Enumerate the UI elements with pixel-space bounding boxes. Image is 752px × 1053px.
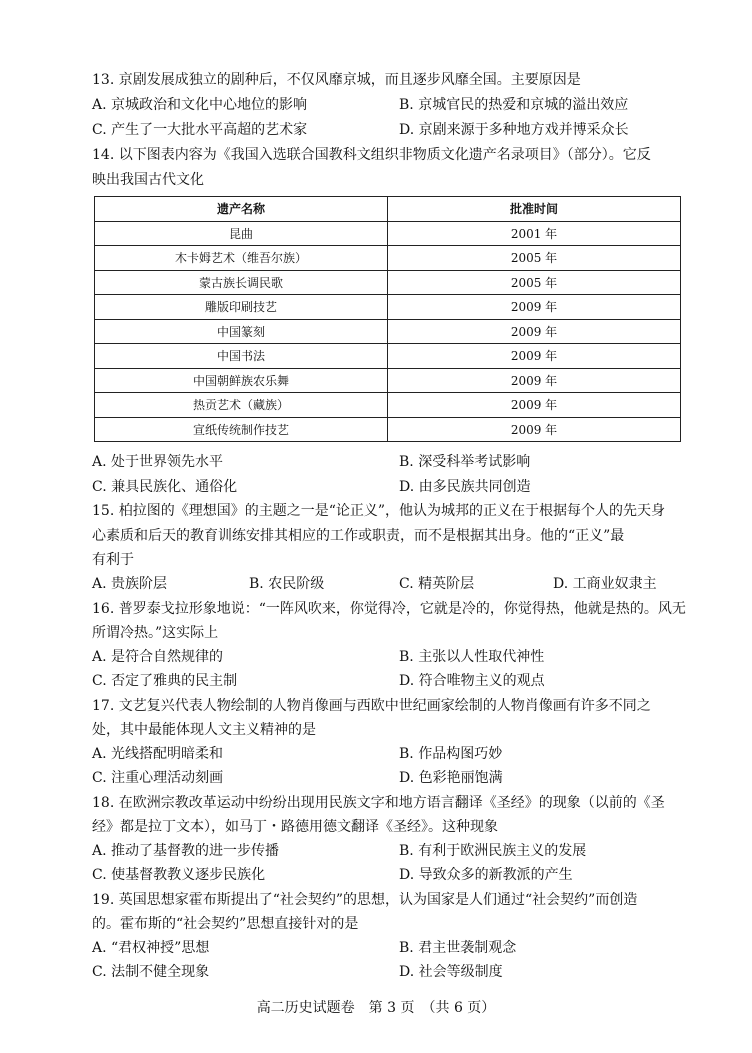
question-17-stem-line1: 17. 文艺复兴代表人物绘制的人物肖像画与西欧中世纪画家绘制的人物肖像画有许多不同之 xyxy=(92,698,651,714)
table-row xyxy=(95,417,681,442)
question-19-stem-line1: 19. 英国思想家霍布斯提出了“社会契约”的思想，认为国家是人们通过“社会契约”而创造 xyxy=(92,892,638,908)
question-15-stem-line2: 心素质和后天的教育训练安排其相应的工作或职责，而不是根据其出身。他的“正义”最 xyxy=(92,528,625,544)
column-header-name: 遗产名称 xyxy=(95,197,388,222)
q14-option-a: A. 处于世界领先水平 xyxy=(92,454,224,470)
question-14-stem-line1: 14. 以下图表内容为《我国入选联合国教科文组织非物质文化遗产名录项目》（部分）。它反 xyxy=(92,147,651,163)
heritage-name-cell: 宣纸传统制作技艺 xyxy=(95,417,388,442)
q15-option-b: B. 农民阶级 xyxy=(249,576,325,592)
table-row xyxy=(95,246,681,271)
q17-option-b: B. 作品构图巧妙 xyxy=(399,746,503,762)
table-row xyxy=(95,344,681,369)
approval-date-cell: 2009 年 xyxy=(388,393,681,418)
table-row xyxy=(95,393,681,418)
page-footer: 高二历史试题卷 第 3 页 （共 6 页） xyxy=(256,1000,496,1016)
approval-date-cell: 2005 年 xyxy=(388,246,681,271)
q13-option-c: C. 产生了一大批水平高超的艺术家 xyxy=(92,122,308,138)
q14-option-c: C. 兼具民族化、通俗化 xyxy=(92,479,238,495)
approval-date-cell: 2009 年 xyxy=(388,319,681,344)
q18-option-c: C. 使基督教教义逐步民族化 xyxy=(92,867,266,883)
question-17-stem-line2: 处，其中最能体现人文主义精神的是 xyxy=(92,722,316,738)
q13-option-a: A. 京城政治和文化中心地位的影响 xyxy=(92,97,308,113)
table-row xyxy=(95,221,681,246)
q17-option-c: C. 注重心理活动刻画 xyxy=(92,770,224,786)
question-16-stem-line1: 16. 普罗泰戈拉形象地说：“一阵风吹来，你觉得冷，它就是冷的，你觉得热，他就是热的。风无 xyxy=(92,601,686,617)
q19-option-d: D. 社会等级制度 xyxy=(399,964,503,980)
q17-option-d: D. 色彩艳丽饱满 xyxy=(399,770,503,786)
table-row xyxy=(95,319,681,344)
q18-option-d: D. 导致众多的新教派的产生 xyxy=(399,867,573,883)
q19-option-b: B. 君主世袭制观念 xyxy=(399,940,517,956)
question-16-stem-line2: 所谓冷热。”这实际上 xyxy=(92,625,219,641)
column-header-date: 批准时间 xyxy=(388,197,681,222)
heritage-table xyxy=(94,196,681,442)
q15-option-a: A. 贵族阶层 xyxy=(92,576,168,592)
q16-option-d: D. 符合唯物主义的观点 xyxy=(399,673,545,689)
question-18-stem-line1: 18. 在欧洲宗教改革运动中纷纷出现用民族文字和地方语言翻译《圣经》的现象（以前的《圣 xyxy=(92,795,665,811)
q17-option-a: A. 光线搭配明暗柔和 xyxy=(92,746,224,762)
q14-option-b: B. 深受科举考试影响 xyxy=(399,454,531,470)
heritage-name-cell: 木卡姆艺术（维吾尔族） xyxy=(95,246,388,271)
approval-date-cell: 2009 年 xyxy=(388,344,681,369)
q19-option-c: C. 法制不健全现象 xyxy=(92,964,210,980)
q19-option-a: A. “君权神授”思想 xyxy=(92,940,210,956)
q13-option-b: B. 京城官民的热爱和京城的溢出效应 xyxy=(399,97,629,113)
q13-option-d: D. 京剧来源于多种地方戏并博采众长 xyxy=(399,122,629,138)
question-18-stem-line2: 经》都是拉丁文本），如马丁・路德用德文翻译《圣经》。这种现象 xyxy=(92,819,498,835)
approval-date-cell: 2009 年 xyxy=(388,417,681,442)
heritage-name-cell: 雕版印刷技艺 xyxy=(95,295,388,320)
q18-option-b: B. 有利于欧洲民族主义的发展 xyxy=(399,843,587,859)
question-13-stem: 13. 京剧发展成独立的剧种后，不仅风靡京城，而且逐步风靡全国。主要原因是 xyxy=(92,72,581,88)
question-15-stem-line1: 15. 柏拉图的《理想国》的主题之一是“论正义”，他认为城邦的正义在于根据每个人的先天身 xyxy=(92,503,666,519)
heritage-name-cell: 热贡艺术（藏族） xyxy=(95,393,388,418)
question-15-stem-line3: 有利于 xyxy=(92,552,134,568)
table-header-row xyxy=(95,197,681,222)
q16-option-c: C. 否定了雅典的民主制 xyxy=(92,673,238,689)
q16-option-a: A. 是符合自然规律的 xyxy=(92,649,224,665)
approval-date-cell: 2005 年 xyxy=(388,270,681,295)
heritage-name-cell: 中国篆刻 xyxy=(95,319,388,344)
heritage-name-cell: 蒙古族长调民歌 xyxy=(95,270,388,295)
table-row xyxy=(95,270,681,295)
question-14-stem-line2: 映出我国古代文化 xyxy=(92,172,204,188)
q18-option-a: A. 推动了基督教的进一步传播 xyxy=(92,843,280,859)
heritage-name-cell: 昆曲 xyxy=(95,221,388,246)
q15-option-d: D. 工商业奴隶主 xyxy=(553,576,657,592)
approval-date-cell: 2001 年 xyxy=(388,221,681,246)
approval-date-cell: 2009 年 xyxy=(388,368,681,393)
q14-option-d: D. 由多民族共同创造 xyxy=(399,479,531,495)
table-row xyxy=(95,295,681,320)
approval-date-cell: 2009 年 xyxy=(388,295,681,320)
q16-option-b: B. 主张以人性取代神性 xyxy=(399,649,545,665)
q15-option-c: C. 精英阶层 xyxy=(399,576,475,592)
heritage-name-cell: 中国朝鲜族农乐舞 xyxy=(95,368,388,393)
table-row xyxy=(95,368,681,393)
heritage-name-cell: 中国书法 xyxy=(95,344,388,369)
question-19-stem-line2: 的。霍布斯的“社会契约”思想直接针对的是 xyxy=(92,916,359,932)
